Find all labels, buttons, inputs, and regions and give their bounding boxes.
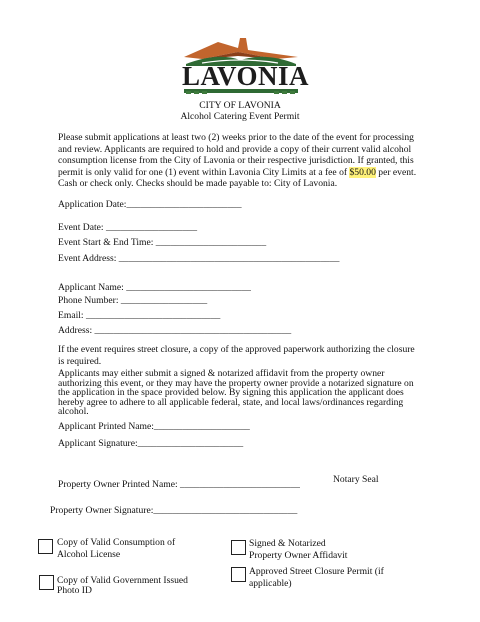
phone-number-field[interactable]: Phone Number: __________________ <box>58 295 208 306</box>
street-closure-note: If the event requires street closure, a copy of the approved paperwork authorizing the closure is required. <box>58 344 415 367</box>
checklist-label-consumption-license: Copy of Valid Consumption of Alcohol License <box>57 537 176 560</box>
event-time-field[interactable]: Event Start & End Time: _______________________ <box>58 237 267 248</box>
address-field[interactable]: Address: _________________________________________ <box>58 325 292 336</box>
intro-text-1: Please submit applications at least two (2) weeks prior to the date of the event for processing and review. Applicants are required to hold and provide a copy of their current valid alcohol consumption license from the City of Lavonia or their respective jurisdiction. If granted, this permit is only valid for one (1) event within Lavonia City Limits at a fee of <box>58 132 414 178</box>
event-date-field[interactable]: Event Date: ___________________ <box>58 222 198 233</box>
checkbox-owner-affidavit[interactable] <box>231 540 246 555</box>
checkbox-government-id[interactable] <box>39 575 54 590</box>
property-owner-printed-name-field[interactable]: Property Owner Printed Name: _________________________ <box>58 479 300 490</box>
page-title: Alcohol Catering Event Permit <box>180 111 300 122</box>
checklist-label-owner-affidavit: Signed & Notarized Property Owner Affidavit <box>249 538 348 561</box>
logo-wordmark: LAVONIA <box>182 61 309 91</box>
checkbox-street-closure-permit[interactable] <box>231 567 246 582</box>
notary-seal-label: Notary Seal <box>333 474 379 485</box>
intro-text-2: per event. Cash or check only. Checks should be made payable to: City of Lavonia. <box>58 166 417 190</box>
affidavit-note: Applicants may either submit a signed & notarized affidavit from the property owner authorizing this event, or they may have the property owner provide a notarized signature on the application in the space provided below. By signing this application the applicant does hereby agree to adhere to all applicable federal, state, and local laws/ordinances regarding alcohol. <box>58 368 414 418</box>
applicant-name-field[interactable]: Applicant Name: __________________________ <box>58 282 251 293</box>
city-logo <box>178 30 309 94</box>
applicant-signature-field[interactable]: Applicant Signature:______________________ <box>58 438 244 449</box>
email-field[interactable]: Email: ____________________________ <box>58 310 221 321</box>
application-date-field[interactable]: Application Date:________________________ <box>58 199 242 210</box>
checkbox-consumption-license[interactable] <box>38 539 53 554</box>
intro-paragraph <box>58 132 422 190</box>
checklist-label-government-id: Copy of Valid Government Issued Photo ID <box>57 575 188 596</box>
property-owner-signature-field[interactable]: Property Owner Signature:______________________________ <box>50 505 298 516</box>
city-name: CITY OF LAVONIA <box>199 100 281 111</box>
fee-amount: $50.00 <box>349 166 376 178</box>
checklist-label-street-closure-permit: Approved Street Closure Permit (if applicable) <box>249 566 384 589</box>
event-address-field[interactable]: Event Address: ______________________________________________ <box>58 253 340 264</box>
applicant-printed-name-field[interactable]: Applicant Printed Name:____________________ <box>58 421 250 432</box>
